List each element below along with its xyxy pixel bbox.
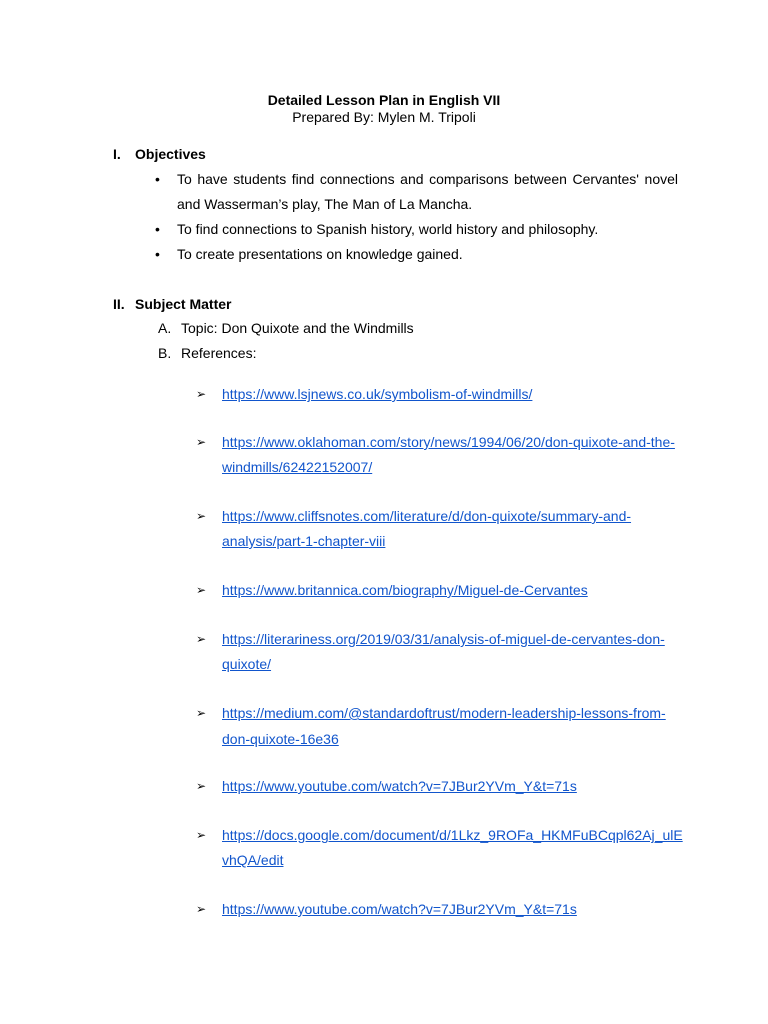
reference-link-6-cont[interactable]: don-quixote-16e36 <box>222 731 339 747</box>
section-numeral: I. <box>113 146 121 162</box>
section-heading-text: Subject Matter <box>135 296 232 312</box>
arrow-bullet-icon: ➢ <box>196 583 207 597</box>
references-label: References: <box>181 345 257 361</box>
reference-link-6[interactable]: https://medium.com/@standardoftrust/modern-leadership-lessons-from- <box>222 705 666 721</box>
reference-link-3-cont[interactable]: analysis/part-1-chapter-viii <box>222 533 386 549</box>
arrow-bullet-icon: ➢ <box>196 706 207 720</box>
document-title: Detailed Lesson Plan in English VII <box>267 92 501 108</box>
reference-link-3[interactable]: https://www.cliffsnotes.com/literature/d/don-quixote/summary-and- <box>222 508 632 524</box>
section-heading-text: Objectives <box>135 146 206 162</box>
arrow-bullet-icon: ➢ <box>196 509 207 523</box>
objective-item-2: To find connections to Spanish history, world history and philosophy. <box>177 221 599 237</box>
section-numeral: II. <box>113 296 125 312</box>
reference-link-5-cont[interactable]: quixote/ <box>222 656 272 672</box>
objective-item-3: To create presentations on knowledge gained. <box>177 246 463 262</box>
reference-link-1[interactable]: https://www.lsjnews.co.uk/symbolism-of-windmills/ <box>222 386 533 402</box>
reference-link-2[interactable]: https://www.oklahoman.com/story/news/1994/06/20/don-quixote-and-the- <box>222 434 675 450</box>
bullet-icon: • <box>155 171 160 187</box>
bullet-icon: • <box>155 246 160 262</box>
reference-link-9[interactable]: https://www.youtube.com/watch?v=7JBur2YVm_Y&t=71s <box>222 901 577 917</box>
arrow-bullet-icon: ➢ <box>196 779 207 793</box>
arrow-bullet-icon: ➢ <box>196 435 207 449</box>
section-heading-objectives <box>113 146 206 162</box>
reference-link-4[interactable]: https://www.britannica.com/biography/Miguel-de-Cervantes <box>222 582 588 598</box>
reference-link-5[interactable]: https://literariness.org/2019/03/31/analysis-of-miguel-de-cervantes-don- <box>222 631 665 647</box>
topic-text: Topic: Don Quixote and the Windmills <box>181 320 414 336</box>
reference-link-7[interactable]: https://www.youtube.com/watch?v=7JBur2YVm_Y&t=71s <box>222 778 577 794</box>
reference-link-8[interactable]: https://docs.google.com/document/d/1Lkz_9ROFa_HKMFuBCqpl62Aj_ulE <box>222 827 683 843</box>
list-letter-a: A. <box>158 320 172 336</box>
objective-item-1-line-1: To have students find connections and comparisons between Cervantes' novel <box>177 171 678 187</box>
reference-link-8-cont[interactable]: vhQA/edit <box>222 852 284 868</box>
arrow-bullet-icon: ➢ <box>196 387 207 401</box>
bullet-icon: • <box>155 221 160 237</box>
prepared-by: Prepared By: Mylen M. Tripoli <box>292 109 476 125</box>
list-letter-b: B. <box>158 345 172 361</box>
arrow-bullet-icon: ➢ <box>196 828 207 842</box>
arrow-bullet-icon: ➢ <box>196 632 207 646</box>
section-heading-subject-matter <box>113 296 231 312</box>
objective-item-1-line-2: and Wasserman’s play, The Man of La Mancha. <box>177 196 473 212</box>
reference-link-2-cont[interactable]: windmills/62422152007/ <box>222 459 373 475</box>
arrow-bullet-icon: ➢ <box>196 902 207 916</box>
